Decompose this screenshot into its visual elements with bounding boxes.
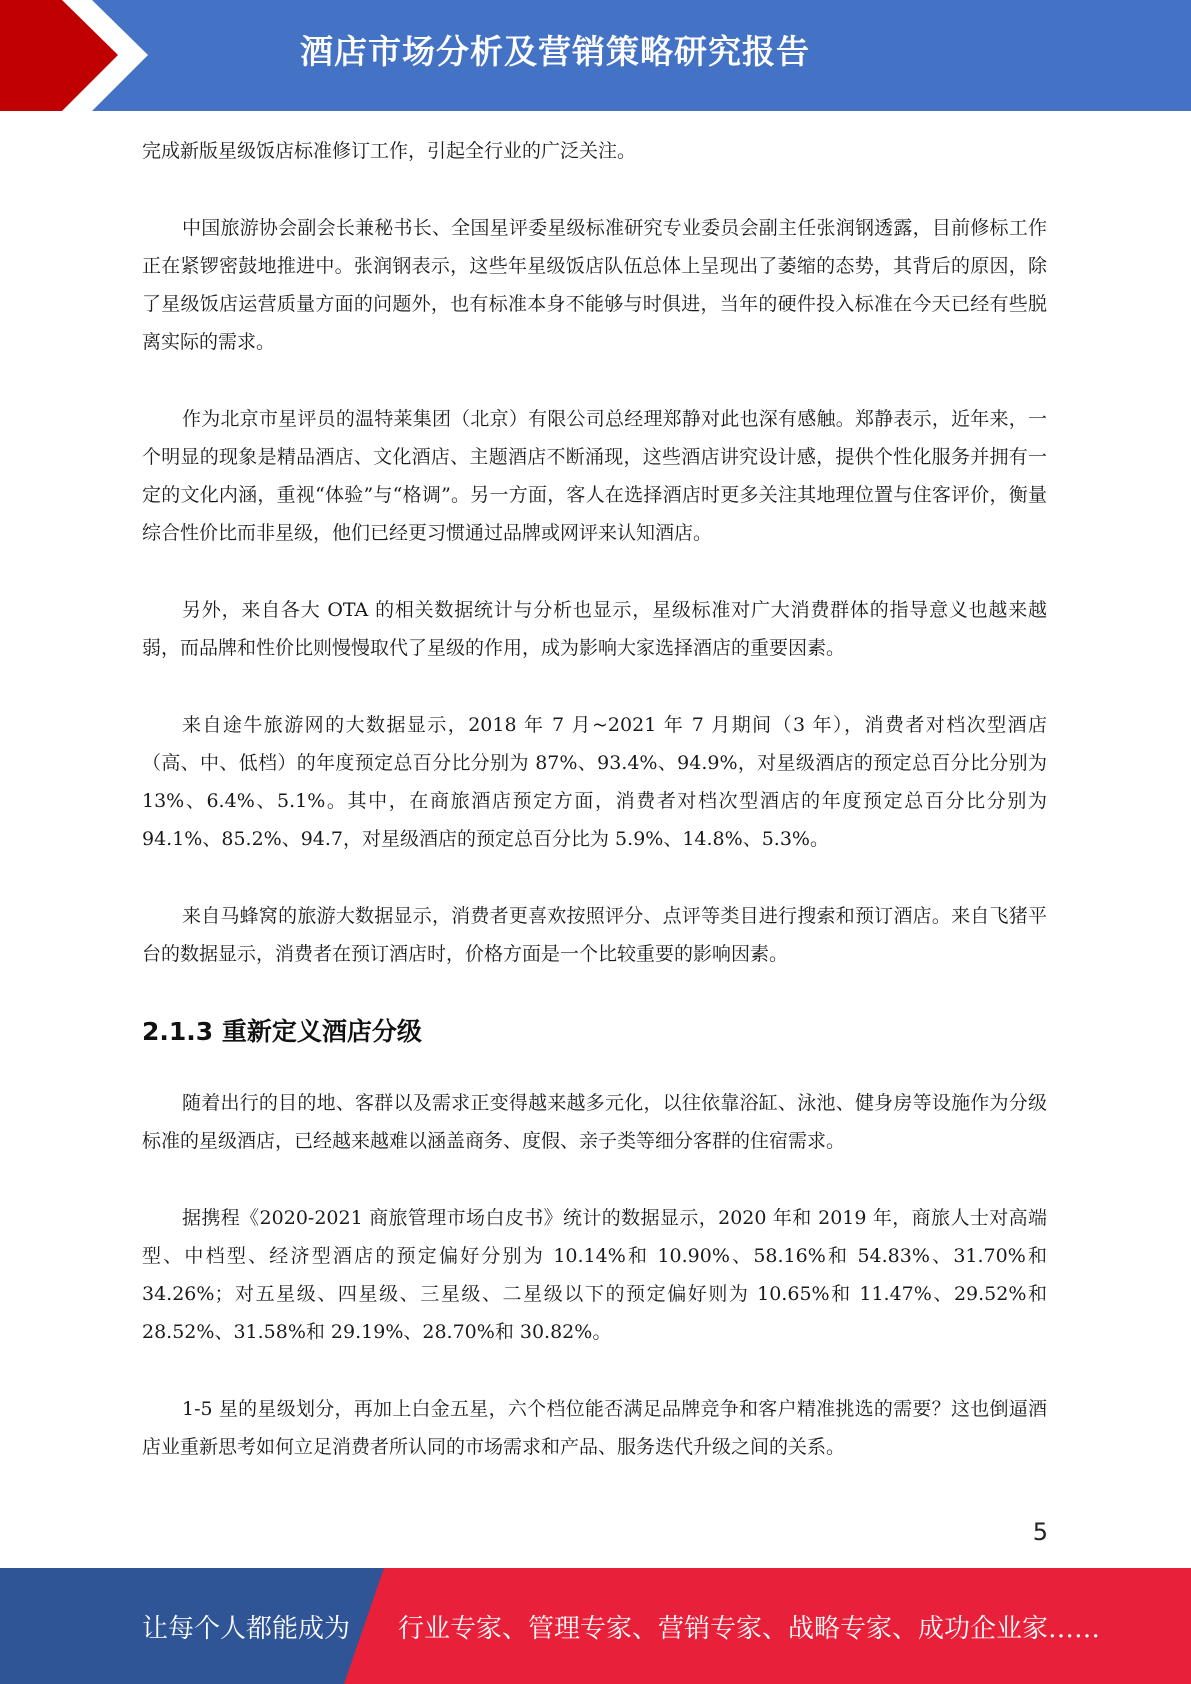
- paragraph: 随着出行的目的地、客群以及需求正变得越来越多元化，以往依靠浴缸、泳池、健身房等设施作为分级标准的星级酒店，已经越来越难以涵盖商务、度假、亲子类等细分客群的住宿需求。: [142, 1092, 1047, 1152]
- page-header: [0, 0, 1191, 111]
- paragraph: 来自途牛旅游网的大数据显示，2018 年 7 月~2021 年 7 月期间（3 年），消费者对档次型酒店（高、中、低档）的年度预定总百分比分别为 87%、93.4%、94.9%，对星级酒店的预定总百分比分别为 13%、6.4%、5.1%。其中，在商旅酒店预定方面，消费者对档次型酒店的年度预定总百分比分别为 94.1%、85.2%、94.7，对星级酒店的预定总百分比为 5.9%、14.8%、5.3%。: [142, 714, 1047, 850]
- paragraph: 中国旅游协会副会长兼秘书长、全国星评委星级标准研究专业委员会副主任张润钢透露，目前修标工作正在紧锣密鼓地推进中。张润钢表示，这些年星级饭店队伍总体上呈现出了萎缩的态势，其背后的原因，除了星级饭店运营质量方面的问题外，也有标准本身不能够与时俱进，当年的硬件投入标准在今天已经有些脱离实际的需求。: [142, 217, 1047, 353]
- paragraph: 来自马蜂窝的旅游大数据显示，消费者更喜欢按照评分、点评等类目进行搜索和预订酒店。来自飞猪平台的数据显示，消费者在预订酒店时，价格方面是一个比较重要的影响因素。: [142, 905, 1047, 965]
- paragraph: 作为北京市星评员的温特莱集团（北京）有限公司总经理郑静对此也深有感触。郑静表示，近年来，一个明显的现象是精品酒店、文化酒店、主题酒店不断涌现，这些酒店讲究设计感，提供个性化服务并拥有一定的文化内涵，重视“体验”与“格调”。另一方面，客人在选择酒店时更多关注其地理位置与住客评价，衡量综合性价比而非星级，他们已经更习惯通过品牌或网评来认知酒店。: [142, 408, 1047, 544]
- page-number: 5: [1032, 1518, 1048, 1546]
- paragraph: 完成新版星级饭店标准修订工作，引起全行业的广泛关注。: [142, 140, 637, 162]
- footer-slogan-left: 让每个人都能成为: [142, 1614, 351, 1644]
- paragraph: 据携程《2020-2021 商旅管理市场白皮书》统计的数据显示，2020 年和 2019 年，商旅人士对高端型、中档型、经济型酒店的预定偏好分别为 10.14%和 10.90%、58.16%和 54.83%、31.70%和34.26%；对五星级、四星级、三星级、二星级以下的预定偏好则为 10.65%和 11.47%、29.52%和28.52%、31.58%和 29.19%、28.70%和 30.82%。: [142, 1207, 1047, 1343]
- paragraph: 1-5 星的星级划分，再加上白金五星，六个档位能否满足品牌竞争和客户精准挑选的需要？这也倒逼酒店业重新思考如何立足消费者所认同的市场需求和产品、服务迭代升级之间的关系。: [142, 1398, 1047, 1458]
- page-footer: [0, 1568, 1191, 1684]
- main-content: [142, 132, 1047, 1505]
- paragraph: 另外，来自各大 OTA 的相关数据统计与分析也显示，星级标准对广大消费群体的指导意义也越来越弱，而品牌和性价比则慢慢取代了星级的作用，成为影响大家选择酒店的重要因素。: [142, 599, 1047, 659]
- section-heading: 2.1.3 重新定义酒店分级: [142, 1017, 422, 1046]
- footer-slogan-right: 行业专家、管理专家、营销专家、战略专家、成功企业家……: [398, 1614, 1101, 1644]
- document-title: 酒店市场分析及营销策略研究报告: [300, 32, 810, 71]
